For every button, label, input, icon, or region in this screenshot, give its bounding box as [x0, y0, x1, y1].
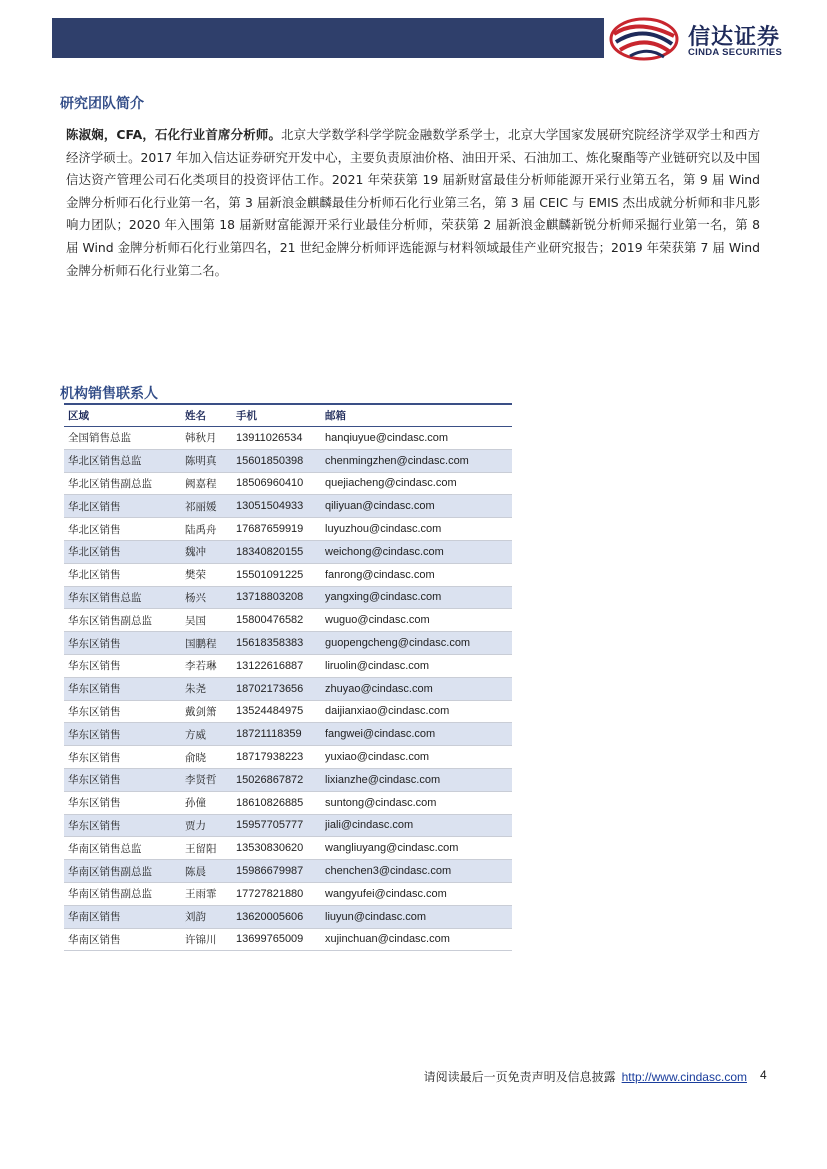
name-cell: 魏冲	[185, 546, 206, 559]
analyst-bio	[66, 124, 760, 282]
name-cell: 王留阳	[185, 842, 217, 855]
header-email: 邮箱	[325, 410, 346, 422]
email-cell[interactable]: liuyun@cindasc.com	[325, 910, 427, 923]
email-cell[interactable]: wangyufei@cindasc.com	[325, 887, 447, 900]
name-cell: 樊荣	[185, 569, 206, 582]
table-row	[64, 427, 512, 450]
phone-cell: 18717938223	[236, 751, 304, 764]
region-cell: 华东区销售	[68, 637, 121, 650]
header-bar	[52, 18, 604, 58]
email-cell[interactable]: guopengcheng@cindasc.com	[325, 637, 471, 650]
sales-section-title: 机构销售联系人	[60, 386, 158, 402]
email-cell[interactable]: jiali@cindasc.com	[325, 819, 414, 832]
region-cell: 华北区销售	[68, 500, 121, 513]
email-cell[interactable]: chenchen3@cindasc.com	[325, 865, 452, 878]
name-cell: 王雨霏	[185, 888, 217, 901]
table-row	[64, 541, 512, 564]
name-cell: 孙僮	[185, 797, 206, 810]
email-cell[interactable]: wangliuyang@cindasc.com	[325, 842, 459, 855]
phone-cell: 13524484975	[236, 705, 304, 718]
phone-cell: 15800476582	[236, 614, 304, 627]
table-row	[64, 473, 512, 496]
phone-cell: 15957705777	[236, 819, 304, 832]
phone-cell: 13718803208	[236, 591, 304, 604]
region-cell: 华东区销售	[68, 660, 121, 673]
name-cell: 俞晓	[185, 751, 206, 764]
phone-cell: 18721118359	[236, 728, 302, 741]
email-cell[interactable]: yuxiao@cindasc.com	[325, 751, 430, 764]
header-name: 姓名	[185, 410, 206, 422]
email-cell[interactable]: lixianzhe@cindasc.com	[325, 773, 441, 786]
phone-cell: 18506960410	[236, 477, 304, 490]
name-cell: 国鹏程	[185, 637, 217, 650]
footer-website-link[interactable]: http://www.cindasc.com	[621, 1070, 747, 1084]
footer-disclaimer-line	[424, 1068, 747, 1085]
phone-cell: 15601850398	[236, 454, 304, 467]
name-cell: 陆禹舟	[185, 523, 217, 536]
logo-en-text: CINDA SECURITIES	[688, 47, 783, 58]
table-row	[64, 746, 512, 769]
table-row	[64, 701, 512, 724]
name-cell: 李贤哲	[185, 774, 217, 787]
region-cell: 华东区销售	[68, 774, 121, 787]
name-cell: 吴国	[185, 614, 206, 627]
analyst-bio-body: 北京大学数学科学学院金融数学系学士，北京大学国家发展研究院经济学双学士和西方经济学硕士。2017 年加入信达证券研究开发中心，主要负责原油价格、油田开采、石油加工、炼化聚酯等产业链研究以及中国信达资产管理公司石化类项目的投资评估工作。2021 年荣获第 19 届新财富最佳分析师能源开采行业第五名，第 9 届 Wind 金牌分析师石化行业第一名，第 3 届新浪金麒麟最佳分析师石化行业第三名，第 3 届 CEIC 与 EMIS 杰出成就分析师和非凡影响力团队；2020 年入围第 18 届新财富能源开采行业最佳分析师，荣获第 2 届新浪金麒麟新锐分析师采掘行业第一名，第 8 届 Wind 金牌分析师石化行业第四名，21 世纪金牌分析师评选能源与材料领域最佳产业研究报告；2019 年荣获第 7 届 Wind 金牌分析师石化行业第二名。	[66, 127, 760, 278]
table-row	[64, 678, 512, 701]
header-phone: 手机	[236, 410, 257, 422]
table-row	[64, 837, 512, 860]
phone-cell: 15026867872	[236, 773, 304, 786]
region-cell: 华南区销售	[68, 911, 121, 924]
phone-cell: 15501091225	[236, 568, 304, 581]
table-header-row	[64, 405, 512, 427]
name-cell: 祁丽媛	[185, 500, 217, 513]
name-cell: 刘韵	[185, 911, 206, 924]
name-cell: 杨兴	[185, 591, 206, 604]
email-cell[interactable]: qiliyuan@cindasc.com	[325, 500, 435, 513]
region-cell: 华北区销售总监	[68, 455, 142, 468]
email-cell[interactable]: fanrong@cindasc.com	[325, 568, 435, 581]
header-region: 区域	[68, 410, 89, 422]
email-cell[interactable]: hanqiuyue@cindasc.com	[325, 431, 449, 444]
analyst-bio-lead: 陈淑娴，CFA，石化行业首席分析师。	[66, 127, 282, 142]
region-cell: 华北区销售	[68, 523, 121, 536]
table-row	[64, 495, 512, 518]
table-row	[64, 564, 512, 587]
table-row	[64, 860, 512, 883]
region-cell: 华东区销售副总监	[68, 614, 152, 627]
phone-cell: 17727821880	[236, 887, 304, 900]
table-row	[64, 609, 512, 632]
phone-cell: 17687659919	[236, 523, 304, 536]
table-row	[64, 883, 512, 906]
region-cell: 华东区销售总监	[68, 591, 142, 604]
table-row	[64, 792, 512, 815]
name-cell: 陈晨	[185, 865, 206, 878]
name-cell: 陈明真	[185, 455, 217, 468]
table-row	[64, 655, 512, 678]
region-cell: 华北区销售	[68, 546, 121, 559]
email-cell[interactable]: liruolin@cindasc.com	[325, 659, 430, 672]
table-row	[64, 929, 512, 952]
region-cell: 华南区销售	[68, 933, 121, 946]
phone-cell: 15618358383	[236, 637, 304, 650]
name-cell: 韩秋月	[185, 432, 217, 445]
table-row	[64, 632, 512, 655]
table-row	[64, 769, 512, 792]
phone-cell: 18610826885	[236, 796, 304, 809]
region-cell: 华南区销售副总监	[68, 888, 152, 901]
table-row	[64, 450, 512, 473]
table-row	[64, 906, 512, 929]
phone-cell: 15986679987	[236, 865, 304, 878]
region-cell: 华东区销售	[68, 705, 121, 718]
name-cell: 李若琳	[185, 660, 217, 673]
email-cell[interactable]: quejiacheng@cindasc.com	[325, 477, 457, 490]
page-footer	[0, 1068, 827, 1088]
region-cell: 华北区销售副总监	[68, 477, 152, 490]
email-cell[interactable]: chenmingzhen@cindasc.com	[325, 454, 469, 467]
cinda-logo	[608, 16, 808, 62]
phone-cell: 18340820155	[236, 545, 304, 558]
phone-cell: 13620005606	[236, 910, 304, 923]
region-cell: 华东区销售	[68, 728, 121, 741]
name-cell: 朱尧	[185, 683, 206, 696]
email-cell[interactable]: luyuzhou@cindasc.com	[325, 523, 442, 536]
region-cell: 全国销售总监	[68, 432, 131, 445]
name-cell: 许锦川	[185, 933, 217, 946]
email-cell[interactable]: weichong@cindasc.com	[325, 545, 444, 558]
name-cell: 贾力	[185, 819, 206, 832]
region-cell: 华东区销售	[68, 683, 121, 696]
region-cell: 华北区销售	[68, 569, 121, 582]
sales-contact-table	[64, 403, 512, 951]
email-cell[interactable]: wuguo@cindasc.com	[325, 614, 430, 627]
region-cell: 华东区销售	[68, 819, 121, 832]
email-cell[interactable]: fangwei@cindasc.com	[325, 728, 436, 741]
region-cell: 华东区销售	[68, 751, 121, 764]
name-cell: 戴剑箫	[185, 705, 217, 718]
region-cell: 华南区销售副总监	[68, 865, 152, 878]
cinda-logo-icon	[608, 16, 680, 62]
phone-cell: 13911026534	[236, 431, 303, 444]
phone-cell: 13122616887	[236, 659, 304, 672]
table-row	[64, 815, 512, 838]
table-row	[64, 518, 512, 541]
phone-cell: 18702173656	[236, 682, 304, 695]
team-section-title: 研究团队简介	[60, 96, 144, 112]
name-cell: 阙嘉程	[185, 477, 217, 490]
region-cell: 华东区销售	[68, 797, 121, 810]
email-cell[interactable]: yangxing@cindasc.com	[325, 591, 442, 604]
email-cell[interactable]: xujinchuan@cindasc.com	[325, 933, 450, 946]
page-number: 4	[760, 1068, 767, 1082]
name-cell: 方威	[185, 728, 206, 741]
logo-cn-text: 信达证券	[688, 25, 781, 50]
email-cell[interactable]: daijianxiao@cindasc.com	[325, 705, 450, 718]
region-cell: 华南区销售总监	[68, 842, 142, 855]
table-row	[64, 587, 512, 610]
footer-disclaimer: 请阅读最后一页免责声明及信息披露	[423, 1070, 616, 1084]
phone-cell: 13699765009	[236, 933, 304, 946]
phone-cell: 13051504933	[236, 500, 304, 513]
email-cell[interactable]: zhuyao@cindasc.com	[325, 682, 433, 695]
table-row	[64, 723, 512, 746]
email-cell[interactable]: suntong@cindasc.com	[325, 796, 437, 809]
phone-cell: 13530830620	[236, 842, 304, 855]
